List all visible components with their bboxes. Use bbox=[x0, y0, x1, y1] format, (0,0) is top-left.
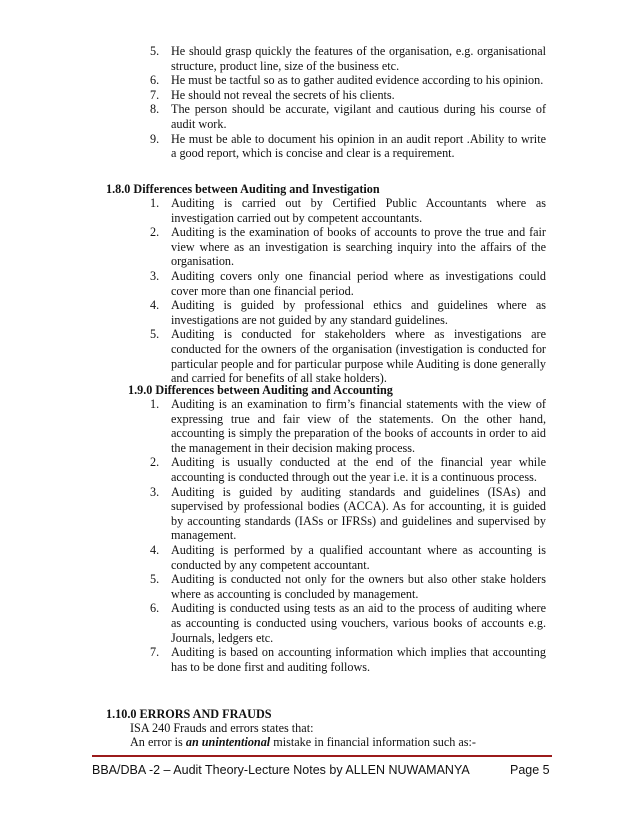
list-item bbox=[150, 397, 546, 455]
list-item bbox=[150, 601, 546, 645]
list-item bbox=[150, 73, 546, 88]
list-number: 1. bbox=[150, 196, 160, 210]
list-text: Auditing is based on accounting information which implies that accounting has to be done first and auditing follows. bbox=[171, 645, 546, 674]
list-number: 2. bbox=[150, 225, 160, 240]
list-item bbox=[150, 225, 546, 269]
list-number: 5. bbox=[150, 327, 160, 342]
list-item bbox=[150, 485, 546, 543]
list-text: He must be tactful so as to gather audited evidence according to his opinion. bbox=[171, 73, 544, 88]
list-number: 2. bbox=[150, 455, 160, 470]
list-text: He should grasp quickly the features of the organisation, e.g. organisational structure, product line, size of the business etc. bbox=[171, 44, 546, 73]
list-text: Auditing is carried out by Certified Public Accountants where as investigation carried out by competent accountants. bbox=[171, 196, 546, 225]
list-text: He should not reveal the secrets of his clients. bbox=[171, 87, 395, 102]
list-number: 7. bbox=[150, 87, 160, 102]
footer-title: BBA/DBA -2 – Audit Theory-Lecture Notes by ALLEN NUWAMANYA bbox=[92, 763, 470, 777]
auditing-vs-investigation-list bbox=[150, 196, 546, 386]
list-text: Auditing is conducted for stakeholders where as investigations are conducted for the owners of the organisation (investigation is conducted for particular people and for particular purpose while Auditing is done generally and carried for benefits of all stake holders). bbox=[171, 327, 546, 386]
section-heading-auditing-vs-accounting: 1.9.0 Differences between Auditing and Accounting bbox=[128, 383, 393, 397]
list-item bbox=[150, 132, 546, 161]
list-number: 9. bbox=[150, 131, 160, 146]
list-item bbox=[150, 645, 546, 674]
list-text: Auditing is an examination to firm’s financial statements with the view of expressing true and fair view of the statements. On the other hand, accounting is simply the preparation of the books of accounts in order to aid the management in their decision making process. bbox=[171, 397, 546, 455]
list-text: Auditing is usually conducted at the end of the financial year while accounting is conducted through out the year i.e. it is a continuous process. bbox=[171, 455, 546, 484]
paragraph-isa-240: ISA 240 Frauds and errors states that: bbox=[130, 721, 314, 735]
text-run: An error is bbox=[130, 735, 186, 749]
text-run: mistake in financial information such as:- bbox=[270, 735, 476, 749]
list-item bbox=[150, 88, 546, 103]
list-item bbox=[150, 327, 546, 385]
list-number: 7. bbox=[150, 645, 160, 660]
list-number: 6. bbox=[150, 601, 160, 616]
list-item bbox=[150, 196, 546, 225]
auditor-qualities-list bbox=[150, 44, 546, 161]
list-number: 4. bbox=[150, 542, 160, 557]
list-item bbox=[150, 455, 546, 484]
list-text: The person should be accurate, vigilant and cautious during his course of audit work. bbox=[171, 102, 546, 131]
section-heading-auditing-vs-investigation: 1.8.0 Differences between Auditing and Investigation bbox=[106, 182, 380, 196]
page-number: Page 5 bbox=[510, 763, 550, 777]
list-text: Auditing is guided by professional ethics and guidelines where as investigations are not guided by any standard guidelines. bbox=[171, 298, 546, 327]
list-text: Auditing is conducted not only for the owners but also other stake holders where as accounting is concluded by management. bbox=[171, 572, 546, 601]
section-heading-errors-and-frauds: 1.10.0 ERRORS AND FRAUDS bbox=[106, 707, 272, 721]
list-text: Auditing is guided by auditing standards and guidelines (ISAs) and supervised by professional bodies (ACCA). As for accounting, it is guided by accounting standards (IASs or IFRSs) and guidelines and supervised by management. bbox=[171, 484, 546, 543]
list-item bbox=[150, 44, 546, 73]
list-item bbox=[150, 572, 546, 601]
paragraph-error-definition bbox=[130, 735, 476, 750]
list-text: Auditing is conducted using tests as an aid to the process of auditing where as accounting is conducted using vouchers, various books of accounts e.g. Journals, ledgers etc. bbox=[171, 601, 546, 645]
footer-rule bbox=[92, 755, 552, 757]
list-item bbox=[150, 269, 546, 298]
list-text: Auditing covers only one financial period where as investigations could cover more than one financial period. bbox=[171, 268, 546, 298]
list-item bbox=[150, 543, 546, 572]
list-number: 4. bbox=[150, 298, 160, 313]
auditing-vs-accounting-list bbox=[150, 397, 546, 674]
list-number: 3. bbox=[150, 268, 160, 283]
list-number: 5. bbox=[150, 572, 160, 587]
list-text: He must be able to document his opinion in an audit report .Ability to write a good report, which is concise and clear is a requirement. bbox=[171, 131, 546, 161]
list-number: 5. bbox=[150, 44, 160, 58]
list-item bbox=[150, 298, 546, 327]
list-text: Auditing is performed by a qualified accountant where as accounting is conducted by any competent accountant. bbox=[171, 542, 546, 572]
emphasized-text: an unintentional bbox=[185, 735, 271, 749]
list-item bbox=[150, 102, 546, 131]
list-number: 8. bbox=[150, 102, 160, 117]
list-number: 1. bbox=[150, 397, 160, 411]
list-text: Auditing is the examination of books of accounts to prove the true and fair view where as an investigation is searching inquiry into the affairs of the organisation. bbox=[171, 225, 546, 269]
list-number: 3. bbox=[150, 484, 160, 499]
list-number: 6. bbox=[150, 73, 160, 88]
